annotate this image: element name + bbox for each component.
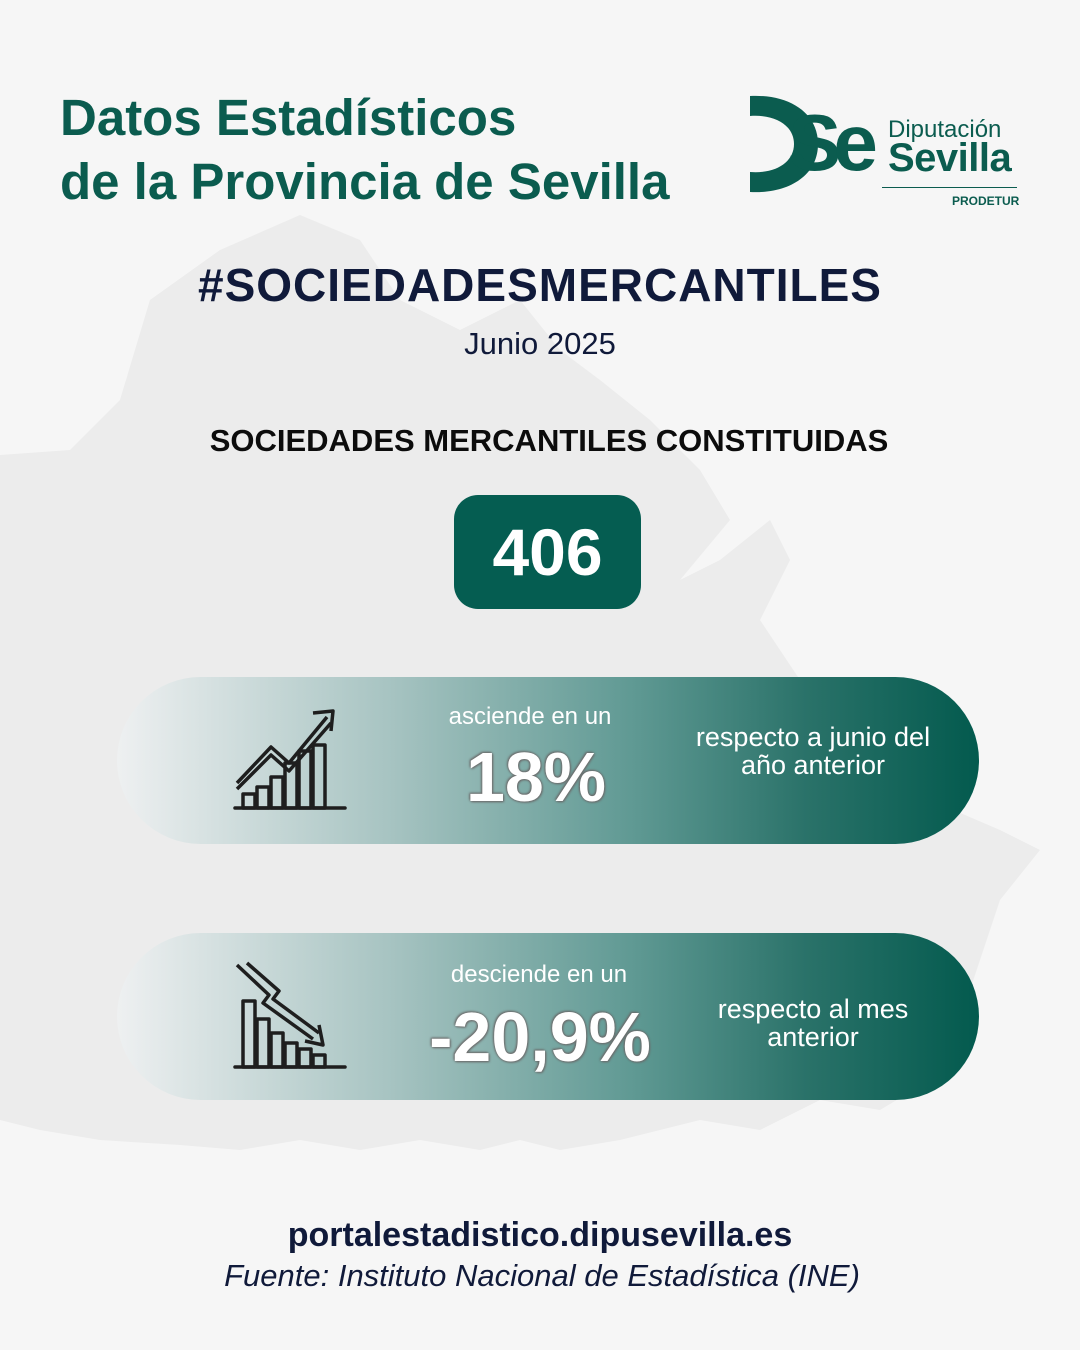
period-label: Junio 2025 — [464, 326, 616, 361]
rising-chart-icon — [223, 707, 347, 817]
indicator-comparison: respecto a junio del año anterior — [695, 722, 931, 780]
indicator-value: 18% — [465, 738, 607, 816]
diputacion-sevilla-logo — [748, 92, 1028, 216]
logo-divider — [882, 187, 1017, 188]
indicator-monthly-change — [117, 933, 979, 1100]
portal-link[interactable]: portalestadistico.dipusevilla.es — [287, 1216, 793, 1254]
section-title: SOCIEDADES MERCANTILES CONSTITUIDAS — [209, 423, 889, 458]
hashtag-heading: #SOCIEDADESMERCANTILES — [198, 259, 882, 311]
title-line-2: de la Provincia de Sevilla — [60, 153, 670, 210]
indicator-value: -20,9% — [429, 998, 651, 1076]
dse-logo-mark — [748, 92, 880, 196]
logo-brand-line2: Sevilla — [888, 136, 1012, 180]
indicator-caption: desciende en un — [450, 961, 628, 988]
indicator-annual-change — [117, 677, 979, 844]
logo-brand-line3: PRODETUR — [952, 194, 1020, 208]
falling-chart-icon — [223, 959, 347, 1069]
indicator-caption: asciende en un — [448, 703, 612, 730]
logo-brand-line1: Diputación — [888, 116, 1002, 143]
svg-text:Se: Se — [788, 98, 870, 187]
source-note: Fuente: Instituto Nacional de Estadística (INE) — [224, 1258, 860, 1293]
page-title — [60, 86, 720, 214]
title-line-1: Datos Estadísticos — [60, 89, 517, 146]
indicator-comparison: respecto al mes anterior — [717, 994, 909, 1052]
total-value-badge: 406 — [454, 495, 641, 609]
